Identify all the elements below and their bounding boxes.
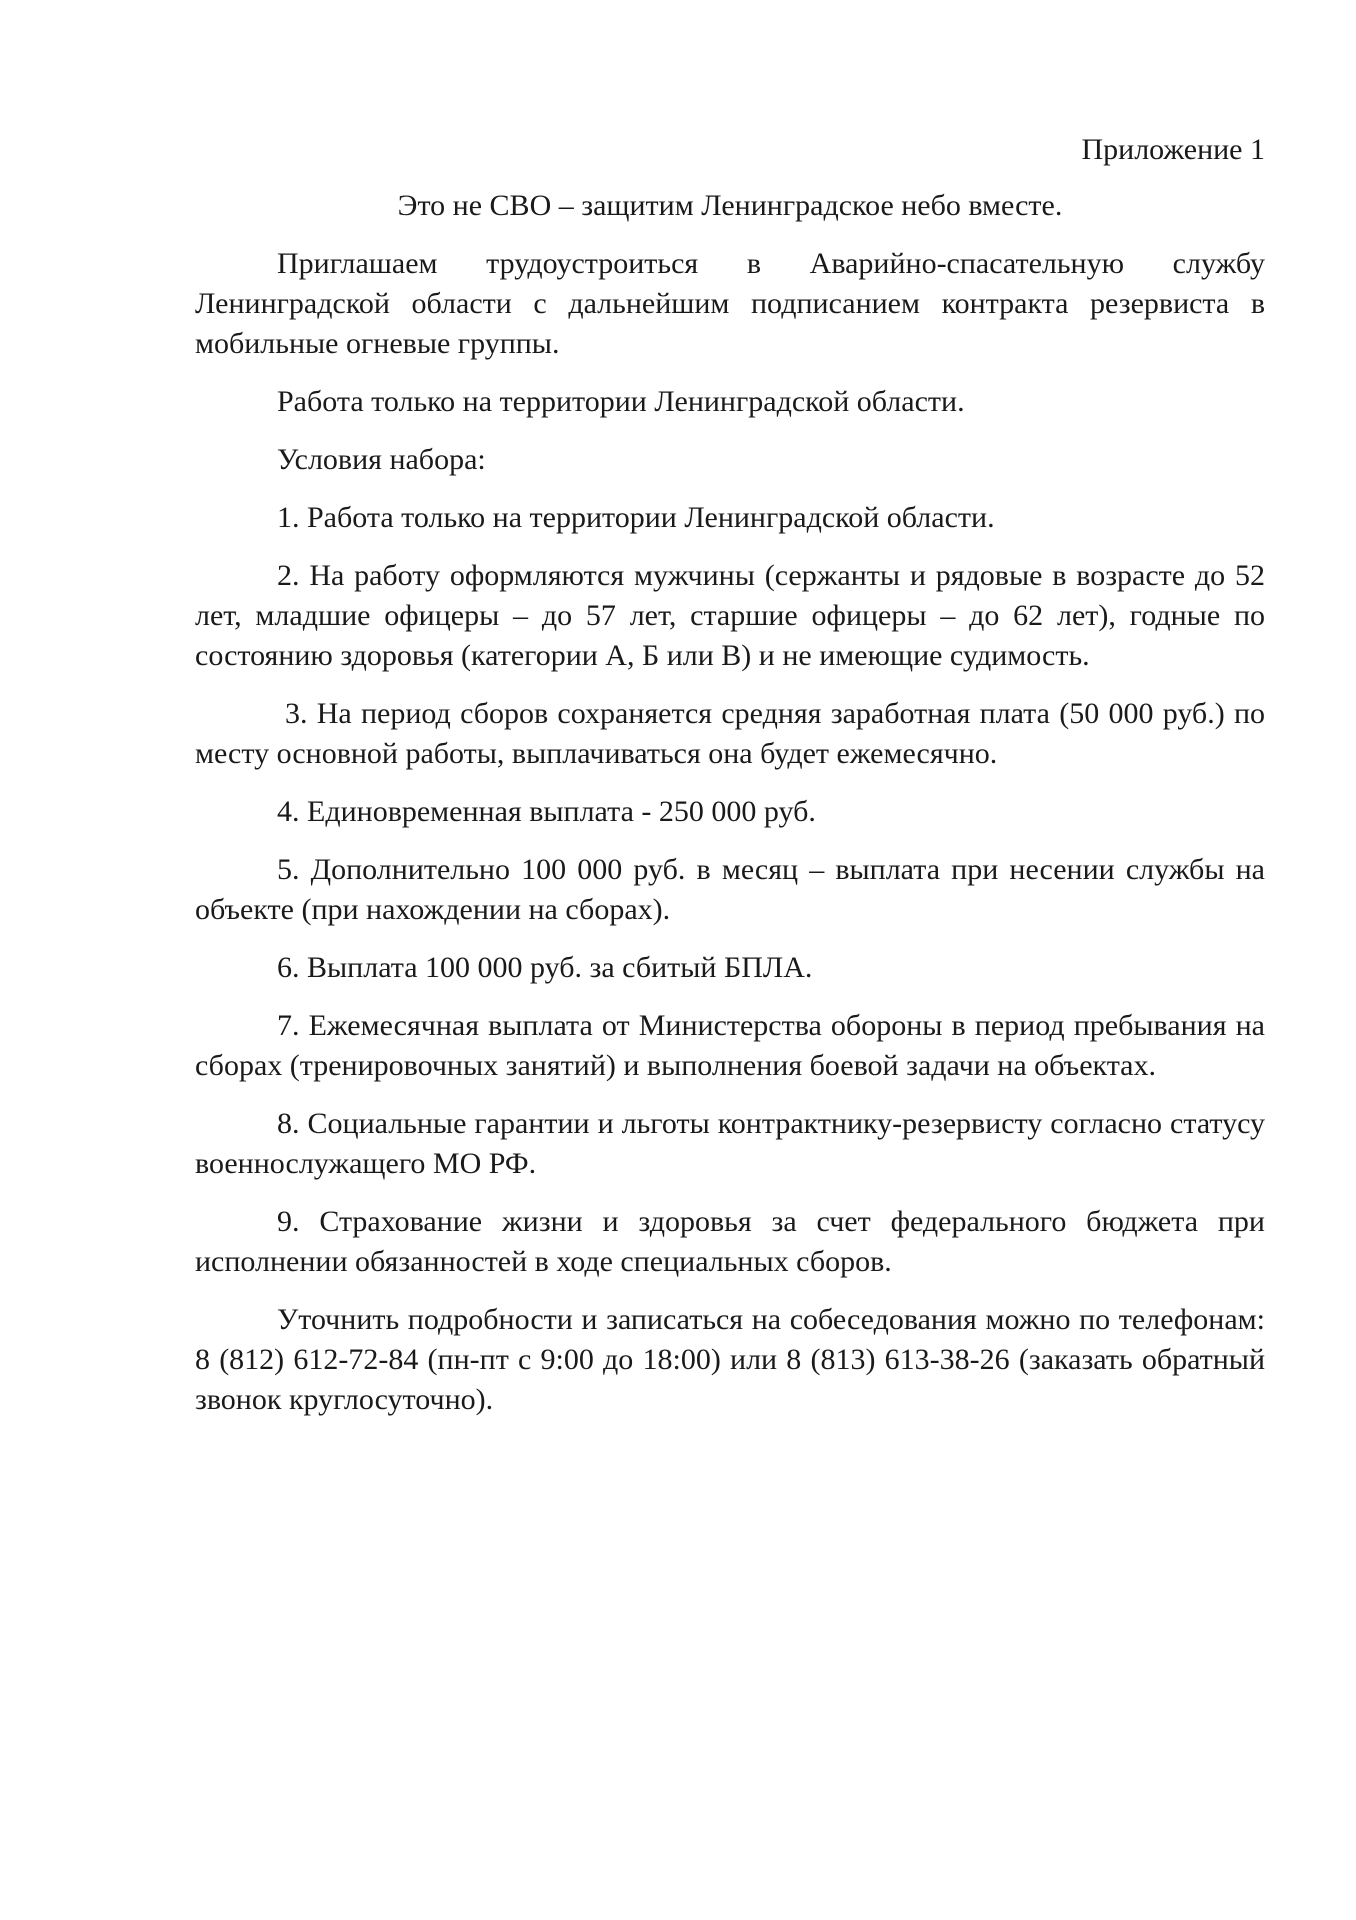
- condition-item-7: 7. Ежемесячная выплата от Министерства обороны в период пребывания на сборах (тренировочных занятий) и выполнения боевой задачи на объектах.: [195, 1009, 1265, 1082]
- work-area-paragraph: Работа только на территории Ленинградской области.: [277, 385, 965, 418]
- condition-item-3: 3. На период сборов сохраняется средняя заработная плата (50 000 руб.) по месту основной работы, выплачиваться она будет ежемесячно.: [195, 697, 1265, 770]
- condition-item-1: 1. Работа только на территории Ленинградской области.: [277, 501, 995, 534]
- condition-item-8: 8. Социальные гарантии и льготы контрактнику-резервисту согласно статусу военнослужащего МО РФ.: [195, 1107, 1265, 1180]
- conditions-heading: Условия набора:: [277, 443, 486, 476]
- condition-item-4: 4. Единовременная выплата - 250 000 руб.: [277, 795, 816, 828]
- annex-label: Приложение 1: [1081, 133, 1265, 166]
- intro-paragraph: Приглашаем трудоустроиться в Аварийно-спасательную службу Ленинградской области с дальнейшим подписанием контракта резервиста в мобильные огневые группы.: [195, 247, 1265, 360]
- document-body: [195, 130, 1265, 1438]
- condition-item-6: 6. Выплата 100 000 руб. за сбитый БПЛА.: [277, 951, 813, 984]
- condition-item-5: 5. Дополнительно 100 000 руб. в месяц – выплата при несении службы на объекте (при нахождении на сборах).: [195, 853, 1265, 926]
- contact-paragraph: Уточнить подробности и записаться на собеседования можно по телефонам: 8 (812) 612-72-84 (пн-пт с 9:00 до 18:00) или 8 (813) 613-38-26 (заказать обратный звонок круглосуточно).: [195, 1303, 1265, 1416]
- condition-item-9: 9. Страхование жизни и здоровья за счет федерального бюджета при исполнении обязанностей в ходе специальных сборов.: [195, 1205, 1265, 1278]
- condition-item-2: 2. На работу оформляются мужчины (сержанты и рядовые в возрасте до 52 лет, младшие офицеры – до 57 лет, старшие офицеры – до 62 лет), годные по состоянию здоровья (категории А, Б или В) и не имеющие судимость.: [195, 559, 1265, 672]
- document-headline: Это не СВО – защитим Ленинградское небо вместе.: [397, 189, 1063, 222]
- conditions-list: [195, 498, 1265, 1282]
